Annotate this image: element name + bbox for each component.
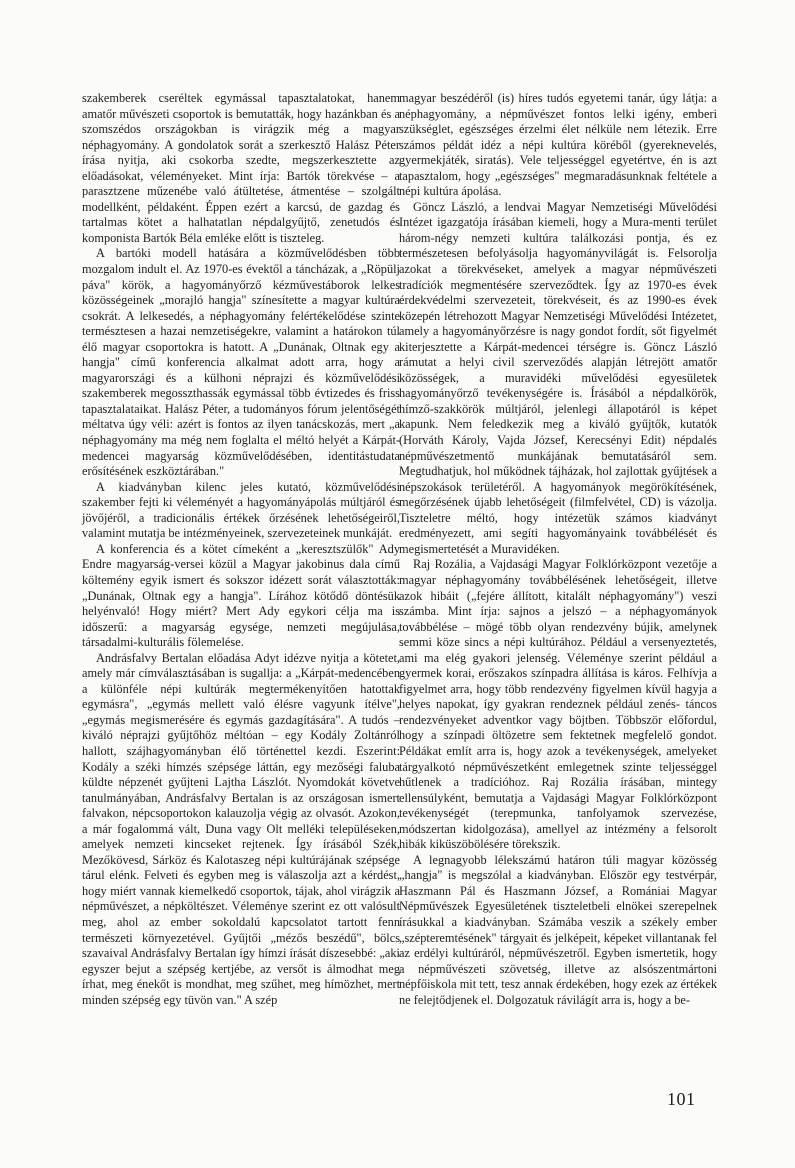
paragraph: A kiadványban kilenc jeles kutató, közművelődési szakember fejti ki véleményét a hagyományápolás múltjáról és jövőjéről, a tradicionális értékek őrzésének lehetőségeiről, valamint mutatja be intézményeinek, szervezeteinek munkáját.: [82, 479, 400, 541]
left-text-column: [82, 91, 400, 1008]
paragraph: A legnagyobb lélekszámú határon túli magyar közösség „hangja" is megszólal a kiadványban. Először egy testvérpár, Haszmann Pál és Haszmann József, a Romániai Magyar Népművészek Egyesületének tiszteletbeli elnökei szerepelnek írásukkal a kiadványban. Számába veszik a székely ember „szépteremtésének" tárgyait és jelképeit, képeket villantanak fel az erdélyi kultúráról, népművészetről. Egyben ismertetik, hogy a népművészeti szövetség, illetve az alsószentmártoni népfőiskola mit tett, tesz annak érdekében, hogy ezek az értékek ne felejtődjenek el. Dolgozatuk rávilágít arra is, hogy a be-: [399, 852, 717, 1007]
paragraph: Göncz László, a lendvai Magyar Nemzetiségi Művelődési Intézet igazgatója írásában kiemeli, hogy a Mura-menti terület három-négy nemzeti kultúra találkozási pontja, és ez természetesen befolyásolja hagyományvilágát is. Felsorolja azokat a törekvéseket, amelyek a magyar népművészeti tradíciók megmentésére szerveződtek. Így az 1970-es évek érdekvédelmi szervezeteit, törekvéseit, és az 1990-es évek közepén létrehozott Magyar Nemzetiségi Művelődési Intézetet, amely a hagyományőrzésre is nagy gondot fordít, sőt figyelmét kiterjesztette a Kárpát-medencei térségre is. Göncz László rámutat a helyi civil szerveződés alapján létrejött amatőr közösségek, a muravidéki művelődési egyesületek hagyományőrző tevékenységére is. Írásából a népdalkörök, hímző-szakkörök múltjáról, jelenlegi állapotáról is képet kapunk. Nem feledkezik meg a kiváló gyűjtők, kutatók (Horváth Károly, Vajda József, Kerecsényi Edit) népdalés népművészetmentő munkájának bemutatásáról sem. Megtudhatjuk, hol működnek tájházak, hol zajlottak gyűjtések a népszokások területéről. A hagyományok megörökítésének, megőrzésének újabb lehetőségeit (filmfelvétel, CD) is vázolja. Tiszteletre méltó, hogy intézetük számos kiadványt eredményezett, ami segíti hagyományaink továbbélését és megismertetését a Muravidéken.: [399, 199, 717, 556]
page-number: 101: [667, 1089, 696, 1109]
paragraph: A bartóki modell hatására a közművelődésben több mozgalom indult el. Az 1970-es évektől a táncházak, a „Röpülj páva" körök, a hagyományőrző kézművestáborok lelkes közösségeinek „morajló hangja" színesítette a magyar kultúra csokrát. A lelkesedés, a néphagyomány felértékelődése szinte természtesen a hazai nemzetiségekre, valamint a határokon túl élő magyar csoportokra is hatott. A „Dunának, Oltnak egy a hangja" című konferencia alkalmat adott arra, hogy a magyarországi és a külhoni néprajzi és közművelődési szakemberek megosszthassák egymással több évtizedes és friss tapasztalataikat. Halász Péter, a tudományos fórum jelentőségét méltatva úgy véli: azért is fontos az ilyen tanácskozás, mert „a néphagyomány ma még nem foglalta el méltó helyét a Kárpát-medencei magyarság közművelődésében, identitástudata erősítésének eszköztárában.": [82, 246, 400, 479]
right-text-column: [399, 91, 717, 1008]
paragraph: Andrásfalvy Bertalan előadása Adyt idézve nyitja a kötetet, amely már címválasztásában is sugallja: a „Kárpát-medencében a különféle népi kultúrák megtermékenyítően hatottak egymásra", „egymás mellett való élésre vagyunk ítélve", „egymás megismerésére és egymás gazdagítására". A tudós – kiváló néprajzi gyűjtőhöz méltóan – egy Kodály Zoltánról hallott, szájhagyományban élő történettel kezdi. Eszerint: Kodály a széki hímzés szépsége láttán, egy mezőségi faluba küldte népzenét gyűjteni Lajtha Lászlót. Nyomdokát követve tanulmányában, Andrásfalvy Bertalan is az országosan ismert falvakon, népcsoportokon kalauzolja végig az olvasót. Azokon, a már fogalommá vált, Duna vagy Olt melléki településeken, amelyek nemzeti kincseket rejtenek. Így írásából Szék, Mezőkövesd, Sárköz és Kalotaszeg népi kultúrájának szépsége tárul elénk. Felveti és egyben meg is válaszolja azt a kérdést, hogy miért vannak kiemelkedő csoportok, tájak, ahol virágzik a népművészet, a népköltészet. Véleménye szerint ez ott valósult meg, ahol az ember sokoldalú kapcsolatot tartott fenn természeti környezetével. Gyűjtői „mézős beszédű", bölcs szavaival Andrásfalvy Bertalan így hímzi írását díszesebbé: „aki egyszer bejut a szépség kertjébe, az versőt is álmodhat meg írhat, meg énekőt is mondhat, meg szűhet, meg hímözhet, mert minden szépség egy tüvön van." A szép: [82, 650, 400, 1007]
paragraph: A konferencia és a kötet címeként a „keresztszülők" Ady Endre magyarság-versei közül a Magyar jakobinus dala című költemény egyik ismert és sokszor idézett sorát választották: „Dunának, Oltnak egy a hangja". Lírához kötődő döntésük helyénvaló! Hogy miért? Mert Ady egykori célja ma is időszerű: a magyarság egysége, nemzeti megújulása, társadalmi-kulturális fölemelése.: [82, 541, 400, 650]
paragraph: Raj Rozália, a Vajdasági Magyar Folklórközpont vezetője a magyar néphagyomány továbbélésének lehetőségeit, illetve azok hibáit („fejére állított, kitalált néphagyomány") veszi számba. Mint írja: sajnos a jelszó – a néphagyományok továbbélése – mögé több olyan rendezvény bújik, amelynek semmi köze sincs a népi kultúrához. Például a versenyeztetés, ami ma elég gyakori jelenség. Véleménye szerint például a gyermek korai, erőszakos színpadra állítása is káros. Felhívja a figyelmet arra, hogy több rendezvény figyelmen kívül hagyja a helyes napokat, így gyakran rendeznek például zenés- táncos rendezvényeket adventkor vagy böjtben. Többször előfordul, hogy a színpadi öltözetre sem fektetnek megfelelő gondot. Példákat említ arra is, hogy azok a tevékenységek, amelyeket tárgyalkotó népművészetként emlegetnek szinte teljességgel hűtlenek a tradícióhoz. Raj Rozália írásában, mintegy ellensúlyként, bemutatja a Vajdasági Magyar Folklórközpont tevékenységét (terepmunka, tanfolyamok szervezése, módszertan kidolgozása), amellyel az intézmény a felsorolt hibák kiküszöbölésére törekszik.: [399, 557, 717, 852]
paragraph: magyar beszédéről (is) híres tudós egyetemi tanár, úgy látja: a néphagyomány, a népművészet fontos lelki igény, emberi szükséglet, egészséges érzelmi élet nélküle nem létezik. Erre számos példát idéz a népi kultúra köréből (gyereknevelés, gyermekjáték, siratás). Vele teljességgel egyetértve, én is azt tapasztalom, hogy „egészséges" megmaradásunknak feltétele a népi kultúra ápolása.: [399, 91, 717, 199]
paragraph: szakemberek cseréltek egymással tapasztalatokat, hanem amatőr művészeti csoportok is bemutatták, hogy hazánkban és a szomszédos országokban is virágzik még a magyar néphagyomány. A gondolatok sorát a szerkesztő Halász Péter írása nyitja, aki csokorba szedte, megszerkesztette az előadásokat, véleményeket. Mint írja: Bartók törekvése – a parasztzene műzenébe való átültetése, átmentése – szolgált modellként, példaként. Éppen ezért a karcsú, de gazdag és tartalmas kötet a halhatatlan népdalgyűjtő, zenetudós és komponista Bartók Béla emléke előtt is tiszteleg.: [82, 91, 400, 245]
